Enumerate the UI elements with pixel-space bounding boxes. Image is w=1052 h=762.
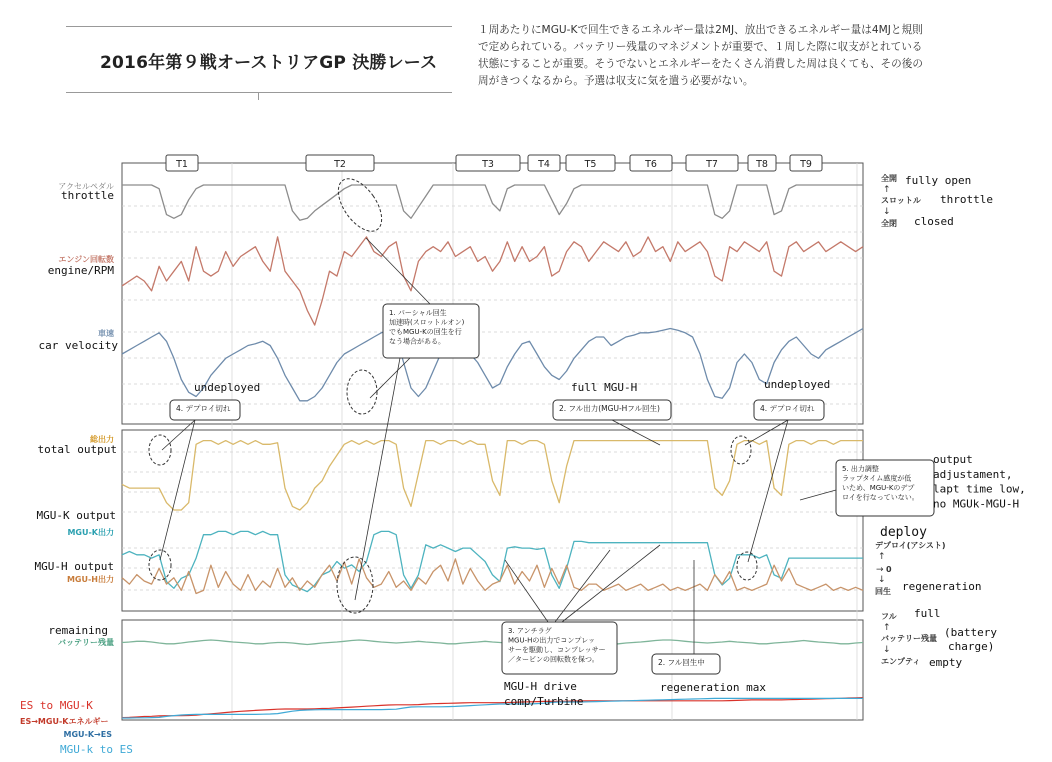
callout-leader bbox=[505, 560, 548, 622]
corner-label-t4: T4 bbox=[538, 159, 550, 170]
series-line-total bbox=[122, 441, 863, 510]
output-scale-top-jp: デプロイ(アシスト) bbox=[875, 541, 946, 550]
highlight-ellipse bbox=[731, 436, 751, 464]
callout-full-regen-text: 2. フル回生中 bbox=[658, 658, 705, 667]
output-scale-zero: 0 bbox=[886, 565, 892, 574]
callout-partial-regen-text: 1. パーシャル回生加速時(スロットルオン)でもMGU-Kの回生を行なう場合がある。 bbox=[389, 309, 465, 346]
corner-label-t1: T1 bbox=[176, 159, 188, 170]
mguk-label-jp: MGU-K出力 bbox=[67, 528, 114, 537]
rpm-label-en: engine/RPM bbox=[47, 264, 114, 277]
arrow-right-icon: → bbox=[876, 565, 884, 575]
throttle-scale-bottom-en: closed bbox=[914, 215, 954, 228]
callout-leader bbox=[370, 358, 410, 398]
speed-label-en: car velocity bbox=[38, 339, 118, 352]
output-scale-bottom-en: regeneration bbox=[902, 580, 982, 593]
highlight-ellipse bbox=[737, 552, 757, 580]
arrow-up-icon: ↑ bbox=[883, 185, 891, 195]
undeployed-note-2: undeployed bbox=[764, 378, 831, 391]
arrow-down-icon: ↓ bbox=[883, 207, 891, 217]
callout-deploy-cut-1-text: 4. デプロイ切れ bbox=[176, 404, 231, 413]
series-line-throttle bbox=[122, 185, 863, 220]
highlight-ellipse bbox=[149, 435, 171, 465]
arrow-up-icon: ↑ bbox=[878, 552, 886, 562]
full-mguh-note: full MGU-H bbox=[571, 381, 638, 394]
arrow-down-icon: ↓ bbox=[883, 645, 891, 655]
undeployed-note-1: undeployed bbox=[194, 381, 261, 394]
callout-leader bbox=[562, 545, 660, 622]
series-line-rpm bbox=[122, 237, 863, 325]
callout-anti-lag-text: 3. アンチラグ MGU-Hの出力でコンプレッサーを駆動し、コンプレッサー／タービンの回転数を保つ。 bbox=[508, 627, 606, 664]
battery-label-jp: バッテリー残量 bbox=[58, 638, 114, 647]
corner-label-t9: T9 bbox=[800, 159, 812, 170]
es-to-k-label-jp: ES→MGU-Kエネルギー bbox=[20, 717, 109, 726]
es-to-k-label-en: ES to MGU-K bbox=[20, 699, 93, 712]
k-to-es-label-jp: MGU-K→ES bbox=[63, 730, 112, 739]
callout-deploy-cut-2-text: 4. デプロイ切れ bbox=[760, 404, 815, 413]
regen-max-note: regeneration max bbox=[660, 681, 766, 694]
callout-leader bbox=[355, 358, 400, 600]
callout-output-adjust-text: 5. 出力調整ラップタイム感度が低いため、MGU-Kのデプロイを行なっていない。 bbox=[842, 465, 919, 502]
throttle-label-jp: アクセルペダル bbox=[58, 182, 114, 191]
output-scale-bottom-jp: 回生 bbox=[875, 587, 891, 596]
corner-label-t6: T6 bbox=[645, 159, 657, 170]
arrow-down-icon: ↓ bbox=[878, 575, 886, 585]
series-line-mguk bbox=[122, 531, 863, 591]
mguh-label-en: MGU-H output bbox=[34, 560, 114, 573]
throttle-scale-mid-en: throttle bbox=[940, 193, 993, 206]
battery-scale-top-jp: フル bbox=[881, 612, 897, 621]
total-label-jp: 総出力 bbox=[90, 435, 114, 444]
corner-label-t5: T5 bbox=[584, 159, 597, 170]
callout-full-output-text: 2. フル出力(MGU-Hフル回生) bbox=[559, 404, 660, 413]
corner-label-t2: T2 bbox=[334, 159, 346, 170]
throttle-label-en: throttle bbox=[61, 189, 114, 202]
battery-scale-mid-jp: バッテリー残量 bbox=[881, 634, 937, 643]
speed-label-jp: 車速 bbox=[98, 329, 114, 338]
throttle-scale-top-jp: 全開 bbox=[881, 174, 897, 183]
output-adjust-note: output adjustament, lapt time low, no MGUk-MGU-H bbox=[933, 453, 1026, 511]
highlight-ellipse bbox=[347, 370, 377, 414]
rpm-label-jp: エンジン回転数 bbox=[58, 255, 114, 264]
battery-scale-bottom-jp: エンプティ bbox=[881, 657, 921, 666]
corner-label-t8: T8 bbox=[756, 159, 768, 170]
callout-leader bbox=[800, 490, 836, 500]
throttle-scale-bottom-jp: 全閉 bbox=[881, 219, 897, 228]
total-label-en: total output bbox=[37, 443, 117, 456]
intro-text: １周あたりにMGU-Kで回生できるエネルギー量は2MJ、放出できるエネルギー量は4MJと規則で定められている。バッテリー残量のマネジメントが重要で、１周した際に収支がとれている状態にすることが重要。そうでないとエネルギーをたくさん消費した周は良くても、その後の周がきつくなるから。予選は収支に気を遣う必要がない。 bbox=[478, 24, 923, 87]
annotation-layer bbox=[20, 171, 1026, 756]
page-title: 2016年第９戦オーストリアGP 決勝レース bbox=[100, 53, 438, 73]
anti-lag-note: MGU-H drive comp/Turbine bbox=[504, 680, 584, 708]
highlight-ellipse bbox=[149, 550, 171, 580]
corner-label-t7: T7 bbox=[706, 159, 718, 170]
mguk-label-en: MGU-K output bbox=[36, 509, 116, 522]
output-scale-top-en: deploy bbox=[880, 525, 927, 540]
remaining-label-en: remaining bbox=[48, 624, 108, 637]
battery-scale-top-en: full bbox=[914, 607, 941, 620]
k-to-es-label-en: MGU-k to ES bbox=[60, 743, 133, 756]
throttle-scale-top-en: fully open bbox=[905, 174, 972, 187]
arrow-up-icon: ↑ bbox=[883, 623, 891, 633]
highlight-ellipse bbox=[330, 171, 391, 239]
battery-scale-bottom-en: empty bbox=[929, 656, 963, 669]
series-line-k-to-es bbox=[122, 698, 863, 718]
mguh-label-jp: MGU-H出力 bbox=[66, 575, 114, 584]
series-line-battery bbox=[122, 640, 863, 645]
series-line-mguh bbox=[122, 559, 863, 594]
battery-scale-mid-en: (battery charge) bbox=[944, 626, 997, 653]
series-layer bbox=[122, 185, 863, 718]
corner-label-t3: T3 bbox=[482, 159, 494, 170]
throttle-scale-mid-jp: スロットル bbox=[881, 196, 921, 205]
